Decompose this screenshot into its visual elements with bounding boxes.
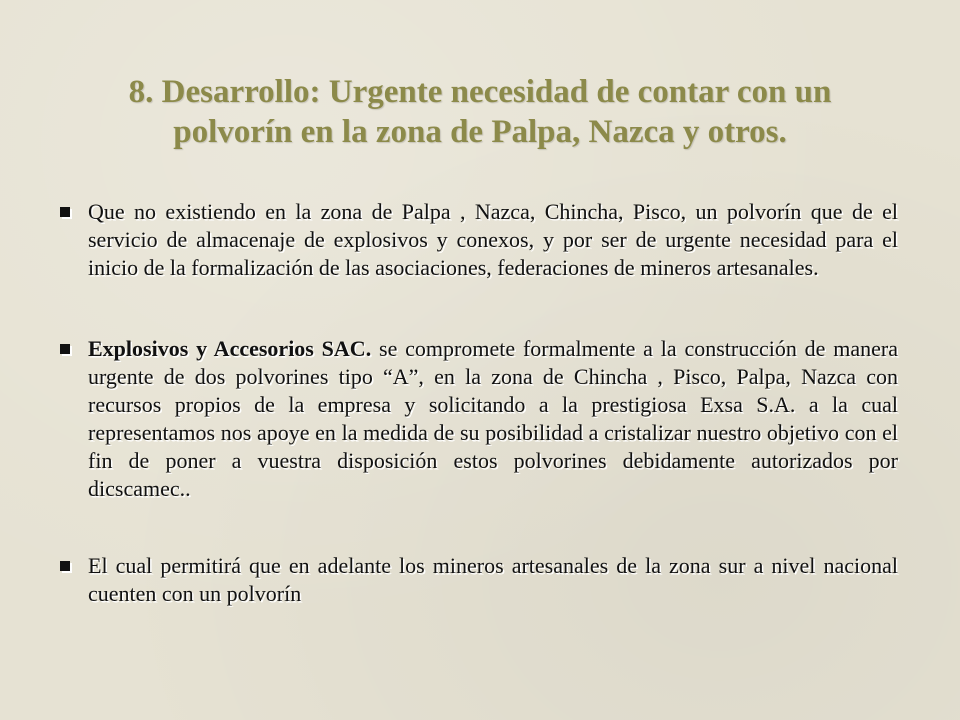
square-bullet-icon bbox=[60, 207, 70, 217]
bullet-item-1 bbox=[58, 198, 898, 282]
company-name: Explosivos y Accesorios SAC. bbox=[88, 336, 372, 361]
slide-title bbox=[60, 72, 900, 152]
bullet-text-2-body: se compromete formalmente a la construcción de manera urgente de dos polvorines tipo “A”, en la zona de Chincha , Pisco, Palpa, Nazca con recursos propios de la empresa y solicitando a la prestigiosa Exsa S.A. a la cual representamos nos apoye en la medida de su posibilidad a cristalizar nuestro objetivo con el fin de poner a vuestra disposición estos polvorines debidamente autorizados por dicscamec.. bbox=[88, 336, 898, 501]
bullet-text-2 bbox=[88, 335, 898, 503]
square-bullet-icon bbox=[60, 344, 70, 354]
bullet-text-1: Que no existiendo en la zona de Palpa , Nazca, Chincha, Pisco, un polvorín que de el servicio de almacenaje de explosivos y conexos, y por ser de urgente necesidad para el inicio de la formalización de las asociaciones, federaciones de mineros artesanales. bbox=[88, 199, 898, 280]
slide-title-line-1: 8. Desarrollo: Urgente necesidad de contar con un bbox=[128, 74, 832, 110]
slide-body bbox=[58, 198, 898, 661]
bullet-item-3 bbox=[58, 552, 898, 608]
bullet-text-3: El cual permitirá que en adelante los mineros artesanales de la zona sur a nivel nacional cuenten con un polvorín bbox=[88, 553, 898, 606]
square-bullet-icon bbox=[60, 561, 70, 571]
bullet-item-2 bbox=[58, 335, 898, 503]
slide-title-line-2: polvorín en la zona de Palpa, Nazca y otros. bbox=[173, 114, 787, 150]
